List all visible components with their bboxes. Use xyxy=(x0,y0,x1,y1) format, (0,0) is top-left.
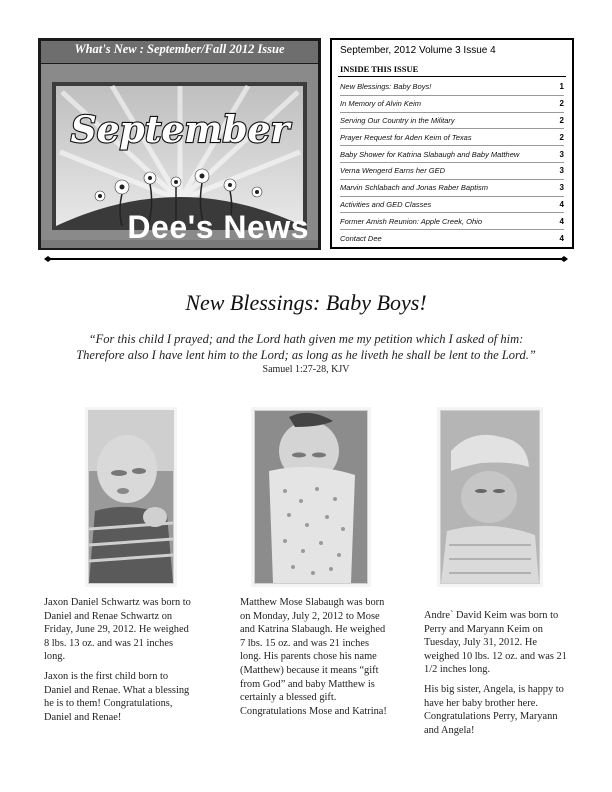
inside-this-issue-box xyxy=(330,38,574,249)
toc-item[interactable]: Serving Our Country in the Military 2 xyxy=(340,113,564,130)
whats-new-banner: What's New : September/Fall 2012 Issue xyxy=(74,42,285,56)
table-of-contents xyxy=(340,79,564,247)
story-paragraph: His big sister, Angela, is happy to have her baby brother here. Congratulations Perry, Maryann and Angela! xyxy=(424,683,564,736)
toc-item[interactable]: New Blessings: Baby Boys! 1 xyxy=(340,79,564,96)
scripture-citation: Samuel 1:27-28, KJV xyxy=(262,364,350,375)
baby-story-matthew xyxy=(240,596,388,724)
baby-photo-andre xyxy=(440,410,540,584)
issue-line: September, 2012 Volume 3 Issue 4 xyxy=(340,45,496,56)
baby-story-andre xyxy=(424,609,574,743)
scripture-quote xyxy=(40,331,572,363)
story-paragraph: Jaxon Daniel Schwartz was born to Daniel and Renae Schwartz on Friday, June 29, 2012. He weighed 8 lbs. 13 oz. and was 21 inches long. xyxy=(44,597,191,663)
september-title: September xyxy=(70,109,290,151)
toc-item[interactable]: Marvin Schlabach and Jonas Raber Baptism 3 xyxy=(340,180,564,197)
newsletter-title: Dee's News xyxy=(127,209,309,245)
toc-item[interactable]: Prayer Request for Aden Keim of Texas 2 xyxy=(340,129,564,146)
quote-line: “For this child I prayed; and the Lord hath given me my petition which I asked of him: xyxy=(88,332,524,346)
toc-item[interactable]: In Memory of Alvin Keim 2 xyxy=(340,96,564,113)
toc-item[interactable]: Baby Shower for Katrina Slabaugh and Baby Matthew 3 xyxy=(340,146,564,163)
baby-story-jaxon xyxy=(44,596,196,730)
toc-item[interactable]: Verna Wengerd Earns her GED 3 xyxy=(340,163,564,180)
section-divider xyxy=(44,256,568,262)
inside-this-issue-heading: INSIDE THIS ISSUE xyxy=(340,64,419,74)
rule xyxy=(338,76,566,77)
story-paragraph: Jaxon is the first child born to Daniel and Renae. What a blessing he is to them! Congratulations, Daniel and Renae! xyxy=(44,670,190,723)
baby-photo-matthew xyxy=(254,410,368,584)
baby-photo-jaxon xyxy=(88,410,174,584)
quote-line: Therefore also I have lent him to the Lord; as long as he liveth he shall be lent to the Lord.” xyxy=(76,348,536,362)
story-paragraph: Matthew Mose Slabaugh was born on Monday, July 2, 2012 to Mose and Katrina Slabaugh. He weighed 7 lbs. 15 oz. and was 21 inches long. His parents chose his name (Matthew) because it means “gift from God” and baby Matthew is certainly a blessed gift. Congratulations Mose and Katrina! xyxy=(240,597,387,717)
article-headline: New Blessings: Baby Boys! xyxy=(185,290,427,315)
toc-item[interactable]: Former Amish Reunion: Apple Creek, Ohio 4 xyxy=(340,213,564,230)
masthead xyxy=(38,38,321,250)
toc-item[interactable]: Contact Dee 4 xyxy=(340,234,564,244)
story-paragraph: Andre` David Keim was born to Perry and Maryann Keim on Tuesday, July 31, 2012. He weighed 10 lbs. 12 oz. and was 21 1/2 inches long. xyxy=(424,610,567,676)
toc-item[interactable]: Activities and GED Classes 4 xyxy=(340,197,564,214)
